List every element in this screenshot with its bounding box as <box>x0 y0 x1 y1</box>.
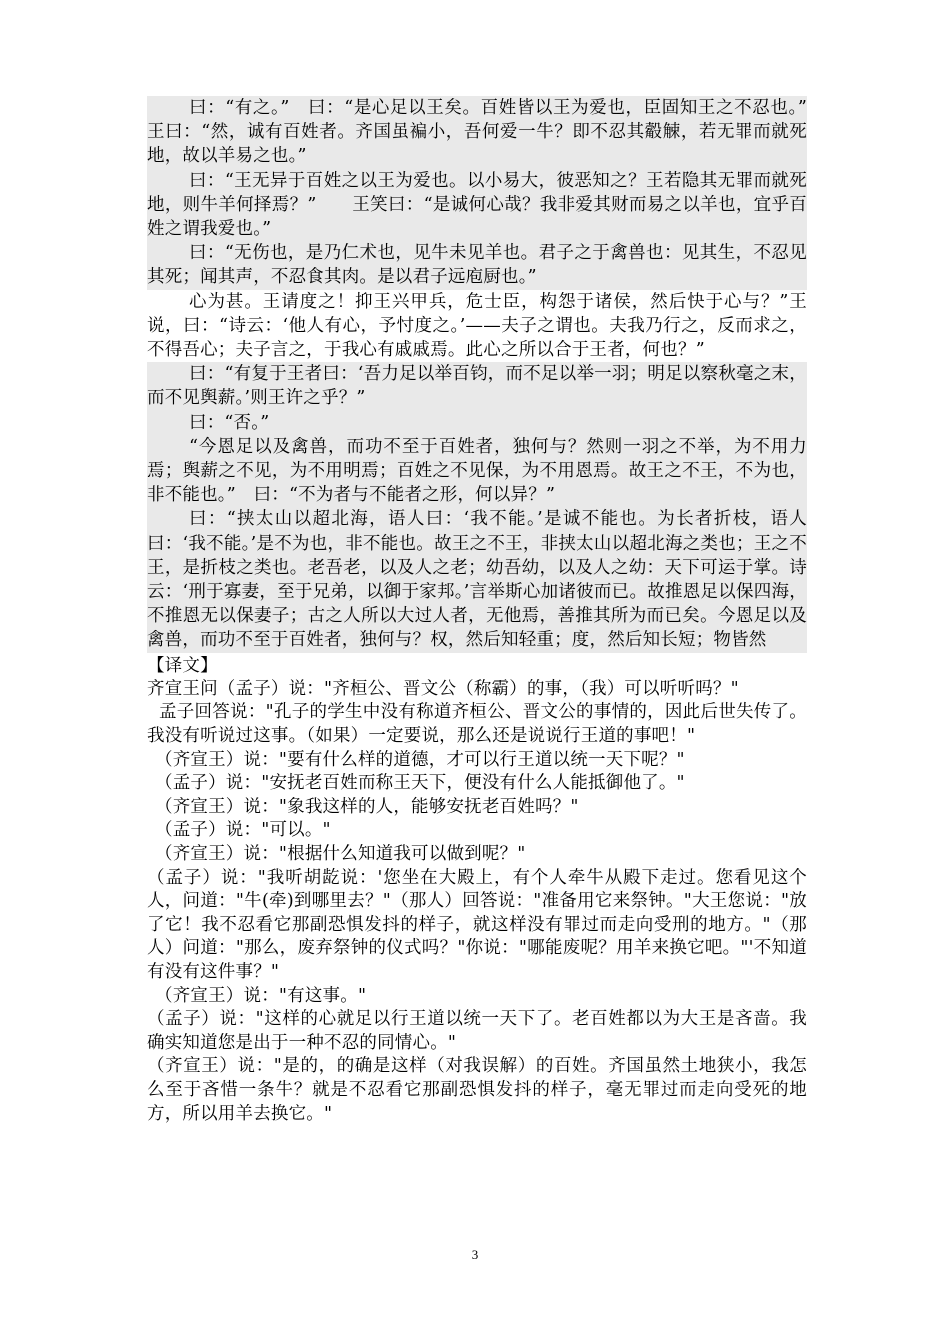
translation-paragraph: （齐宣王）说："有这事。" <box>155 985 367 1006</box>
original-text-section <box>147 96 825 653</box>
translation-paragraph: （孟子）说："这样的心就足以行王道以统一天下了。老百姓都以为大王是吝啬。我确实知道您是出于一种不忍的同情心。" <box>147 1009 807 1053</box>
original-paragraph: 心为甚。王请度之！抑王兴甲兵，危士臣，构怨于诸侯，然后快于心与？”王说，曰：“诗云：‘他人有心，予忖度之。’——夫子之谓也。夫我乃行之，反而求之，不得吾心；夫子言之，于我心有戚戚焉。此心之所以合于王者，何也？” <box>147 291 807 361</box>
translation-paragraph: 齐宣王问（孟子）说："齐桓公、晋文公（称霸）的事，（我）可以听听吗？" <box>147 678 739 699</box>
translation-paragraph: （齐宣王）说："是的，的确是这样（对我误解）的百姓。齐国虽然土地狭小，我怎么至于吝惜一条牛？就是不忍看它那副恐惧发抖的样子，毫无罪过而走向受死的地方，所以用羊去换它。" <box>147 1056 807 1124</box>
translation-paragraph: （齐宣王）说："要有什么样的道德，才可以行王道以统一天下呢？" <box>155 749 685 770</box>
original-paragraph: 曰：“挟太山以超北海，语人曰：‘我不能。’是诚不能也。为长者折枝，语人曰：‘我不能。’是不为也，非不能也。故王之不王，非挟太山以超北海之类也；王之不王，是折枝之类也。老吾老，以及人之老；幼吾幼，以及人之幼：天下可运于掌。诗云：‘刑于寡妻，至于兄弟，以御于家邦。’言举斯心加诸彼而已。故推恩足以保四海，不推恩无以保妻子；古之人所以大过人者，无他焉，善推其所为而已矣。今恩足以及禽兽，而功不至于百姓者，独何与？权，然后知轻重；度，然后知长短；物皆然 <box>147 507 807 652</box>
original-paragraph: “今恩足以及禽兽，而功不至于百姓者，独何与？然则一羽之不举，为不用力焉；舆薪之不见，为不用明焉；百姓之不见保，为不用恩焉。故王之不王，不为也，非不能也。” 曰：“不为者与不能者之形，何以异？” <box>147 435 807 508</box>
original-paragraph: 曰：“有之。” 曰：“是心足以王矣。百姓皆以王为爱也，臣固知王之不忍也。” 王曰：“然，诚有百姓者。齐国虽褊小，吾何爱一牛？即不忍其觳觫，若无罪而就死地，故以羊易之也。” <box>147 96 807 169</box>
original-paragraph: 曰：“王无异于百姓之以王为爱也。以小易大，彼恶知之？王若隐其无罪而就死地，则牛羊何择焉？” 王笑曰：“是诚何心哉？我非爱其财而易之以羊也，宜乎百姓之谓我爱也。” <box>147 169 807 242</box>
original-paragraph: 曰：“无伤也，是乃仁术也，见牛未见羊也。君子之于禽兽也：见其生，不忍见其死；闻其声，不忍食其肉。是以君子远庖厨也。” <box>147 241 807 289</box>
translation-paragraph: （孟子）说："可以。" <box>155 820 331 841</box>
translation-paragraph: （齐宣王）说："根据什么知道我可以做到呢？" <box>155 844 526 865</box>
translation-paragraph: （孟子）说："安抚老百姓而称王天下，便没有什么人能抵御他了。" <box>155 773 685 794</box>
page-content <box>147 96 825 1126</box>
section-title: 【译文】 <box>147 655 218 676</box>
original-paragraph: 曰：“有复于王者曰：‘吾力足以举百钧，而不足以举一羽；明足以察秋毫之末，而不见舆薪。’则王许之乎？” <box>147 362 807 410</box>
page-number: 3 <box>471 1247 479 1262</box>
translation-paragraph: （孟子）说："我听胡龁说：'您坐在大殿上，有个人牵牛从殿下走过。您看见这个人，问道："牛(牵)到哪里去？"（那人）回答说："准备用它来祭钟。"大王您说："放了它！我不忍看它那副恐惧发抖的样子，就这样没有罪过而走向受刑的地方。"（那人）问道："那么，废弃祭钟的仪式吗？"你说："哪能废呢？用羊来换它吧。"'不知道有没有这件事？" <box>147 867 807 982</box>
translation-section <box>147 678 807 1126</box>
translation-paragraph: （齐宣王）说："象我这样的人，能够安抚老百姓吗？" <box>155 796 579 817</box>
translation-paragraph: 孟子回答说："孔子的学生中没有称道齐桓公、晋文公的事情的，因此后世失传了。我没有听说过这事。（如果）一定要说，那么还是说说行王道的事吧！" <box>147 702 807 747</box>
original-paragraph: 曰：“否。” <box>147 411 807 435</box>
